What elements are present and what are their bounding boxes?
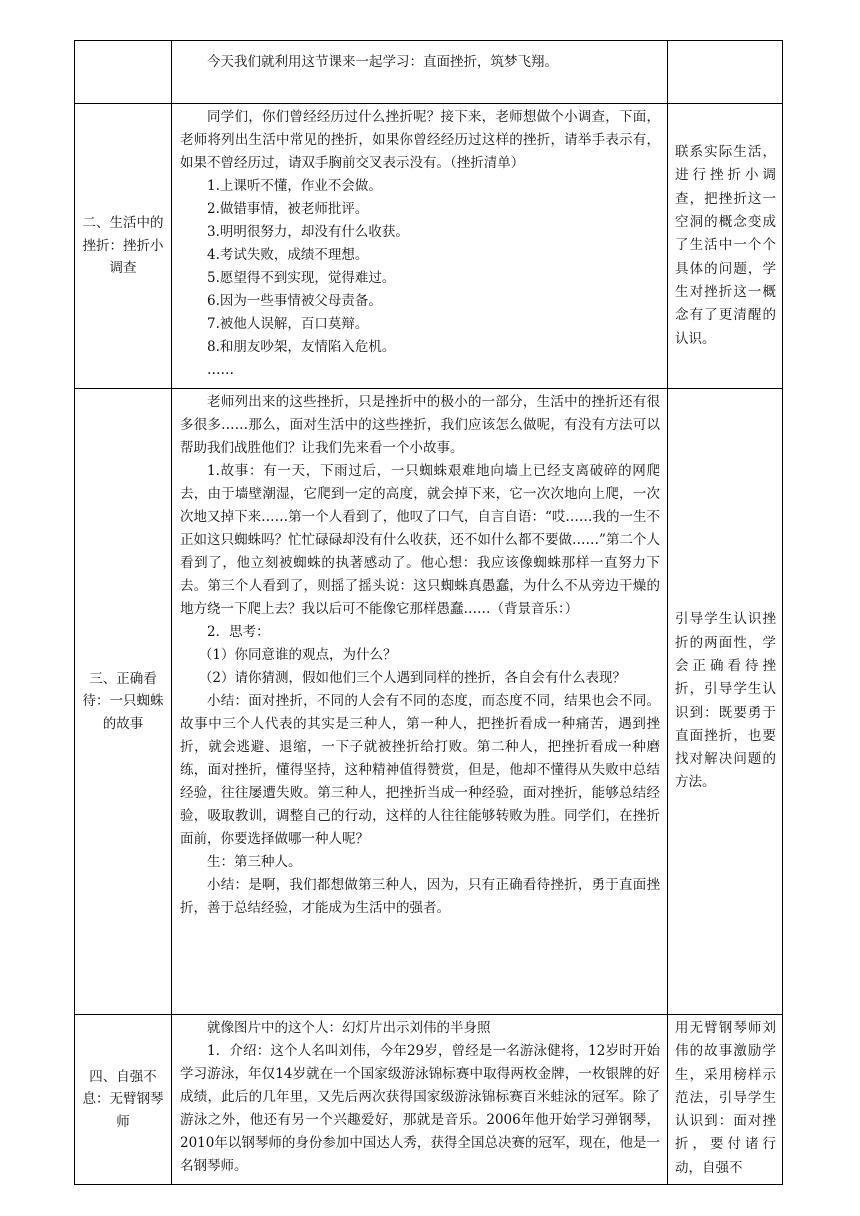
stage-cell: 二、生活中的挫折：挫折小调查	[75, 104, 172, 389]
list-item: 6.因为一些事情被父母责备。	[207, 293, 382, 309]
content-cell	[172, 104, 668, 389]
content-paragraph: 同学们，你们曾经经历过什么挫折呢？接下来，老师想做个小调查，下面，老师将列出生活中常见的挫折，如果你曾经经历过这样的挫折，请举手表示有，如果不曾经历过，请双手胸前交叉表示没有。（挫折清单）	[180, 109, 660, 171]
intent-cell: 用无臂钢琴师刘伟的故事激励学生，采用榜样示范法，引导学生认识到：面对挫折，要付诸行动，自强不	[668, 1015, 783, 1185]
table-row	[75, 104, 783, 389]
intent-cell: 引导学生认识挫折的两面性，学会正确看待挫折，引导学生认识到：既要勇于直面挫折，也要找对解决问题的方法。	[668, 389, 783, 1015]
list-item: 7.被他人误解，百口莫辩。	[207, 316, 369, 332]
content-paragraph: 就像图片中的这个人：幻灯片出示刘伟的半身照	[207, 1020, 491, 1036]
intro-paragraph: 1．介绍：这个人名叫刘伟，今年29岁，曾经是一名游泳健将，12岁时开始学习游泳，年仅14岁就在一个国家级游泳锦标赛中取得两枚金牌，一枚银牌的好成绩，此后的几年里，又先后两次获得国家级游泳锦标赛百米蛙泳的冠军。除了游泳之外，他还有另一个兴趣爱好，那就是音乐。2006年他开始学习弹钢琴，2010年以钢琴师的身份参加中国达人秀，获得全国总决赛的冠军，现在，他是一名钢琴师。	[180, 1043, 660, 1174]
summary-paragraph: 小结：是啊，我们都想做第三种人，因为，只有正确看待挫折，勇于直面挫折，善于总结经验，才能成为生活中的强者。	[180, 877, 660, 916]
content-cell	[172, 41, 668, 104]
stage-cell: 三、正确看待：一只蜘蛛的故事	[75, 389, 172, 1015]
story-paragraph: 1.故事：有一天，下雨过后，一只蜘蛛艰难地向墙上已经支离破碎的网爬去，由于墙壁潮湿，它爬到一定的高度，就会掉下来，它一次次地向上爬，一次次地又掉下来……第一个人看到了，他叹了口气，自言自语：“哎……我的一生不正如这只蜘蛛吗？忙忙碌碌却没有什么收获，还不如什么都不要做……”第二个人看到了，他立刻被蜘蛛的执著感动了。他心想：我应该像蜘蛛那样一直努力下去。第三个人看到了，则摇了摇头说：这只蜘蛛真愚蠢，为什么不从旁边干燥的地方绕一下爬上去？我以后可不能像它那样愚蠢……（背景音乐：）	[180, 463, 660, 617]
content-cell	[172, 389, 668, 1015]
stage-cell: 四、自强不息：无臂钢琴师	[75, 1015, 172, 1185]
list-item: 1.上课听不懂，作业不会做。	[207, 178, 382, 194]
table-row	[75, 41, 783, 104]
list-item: ……	[207, 362, 234, 378]
intent-cell	[668, 41, 783, 104]
list-item: 2.做错事情，被老师批评。	[207, 201, 369, 217]
table-row	[75, 389, 783, 1015]
content-paragraph: 今天我们就利用这节课来一起学习：直面挫折，筑梦飞翔。	[207, 54, 558, 70]
list-item: 3.明明很努力，却没有什么收获。	[207, 224, 409, 240]
student-answer: 生：第三种人。	[207, 854, 302, 870]
content-cell	[172, 1015, 668, 1185]
lesson-plan-table	[74, 40, 783, 1185]
table-row	[75, 1015, 783, 1185]
content-paragraph: 老师列出来的这些挫折，只是挫折中的极小的一部分，生活中的挫折还有很多很多……那么，面对生活中的这些挫折，我们应该怎么做呢，有没有方法可以帮助我们战胜他们？让我们先来看一个小故事。	[180, 394, 660, 456]
stage-cell	[75, 41, 172, 104]
question-item: （2）请你猜测，假如他们三个人遇到同样的挫折，各自会有什么表现？	[198, 670, 626, 686]
summary-paragraph: 小结：面对挫折，不同的人会有不同的态度，而态度不同，结果也会不同。故事中三个人代表的其实是三种人，第一种人，把挫折看成一种痛苦，遇到挫折，就会逃避、退缩，一下子就被挫折给打败。第二种人，把挫折看成一种磨练，面对挫折，懂得坚持，这种精神值得赞赏，但是，他却不懂得从失败中总结经验，往往屡遭失败。第三种人，把挫折当成一种经验，面对挫折，能够总结经验，吸取教训，调整自己的行动，这样的人往往能够转败为胜。同学们，在挫折面前，你要选择做哪一种人呢？	[180, 693, 660, 847]
list-item: 5.愿望得不到实现，觉得难过。	[207, 270, 396, 286]
think-heading: 2．思考：	[207, 624, 270, 640]
list-item: 8.和朋友吵架，友情陷入危机。	[207, 339, 396, 355]
question-item: （1）你同意谁的观点，为什么？	[198, 647, 397, 663]
intent-cell: 联系实际生活，进行挫折小调查，把挫折这一空洞的概念变成了生活中一个个具体的问题，学生对挫折这一概念有了更清醒的认识。	[668, 104, 783, 389]
list-item: 4.考试失败，成绩不理想。	[207, 247, 369, 263]
